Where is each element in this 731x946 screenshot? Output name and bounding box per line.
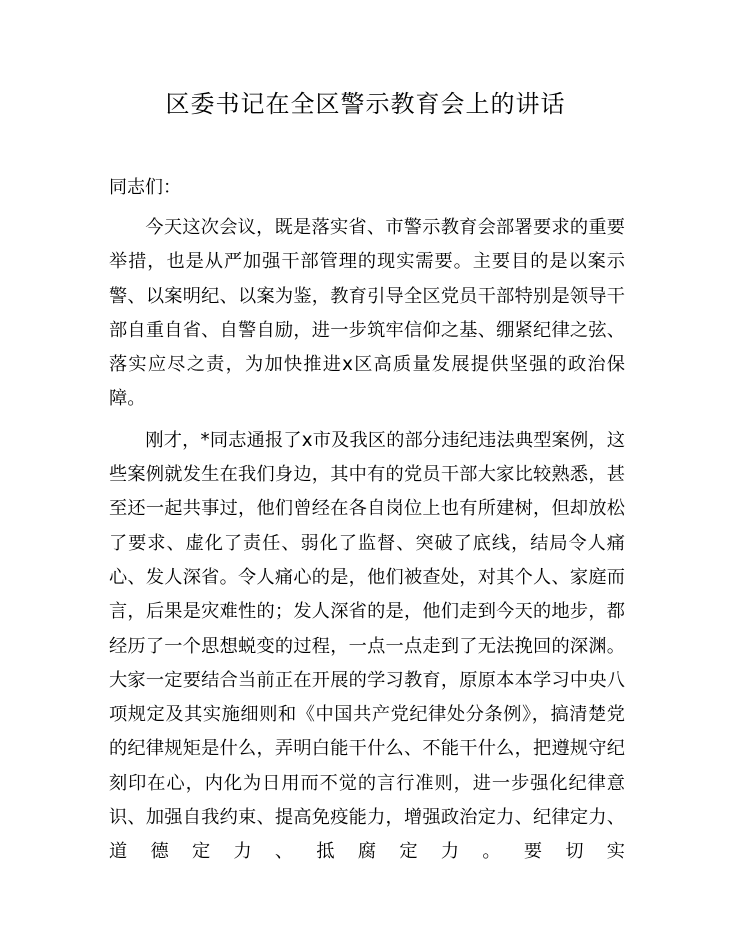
document-body (109, 211, 625, 877)
salutation: 同志们： (109, 177, 181, 198)
paragraph-1-text: 今天这次会议，既是落实省、市警示教育会部署要求的重要举措，也是从严加强干部管理的现实需要。主要目的是以案示警、以案明纪、以案为鉴，教育引导全区党员干部特别是领导干部自重自省、自警自励，进一步筑牢信仰之基、绷紧纪律之弦、落实应尽之责，为加快推进x区高质量发展提供坚强的政治保障。 (109, 217, 625, 410)
paragraph-2 (109, 424, 625, 870)
paragraph-1 (109, 211, 625, 417)
document-title: 区委书记在全区警示教育会上的讲话 (165, 90, 566, 118)
paragraph-2-text: 刚才，*同志通报了x市及我区的部分违纪违法典型案例，这些案例就发生在我们身边，其中有的党员干部大家比较熟悉，甚至还一起共事过，他们曾经在各自岗位上也有所建树，但却放松了要求、虚化了责任、弱化了监督、突破了底线，结局令人痛心、发人深省。令人痛心的是，他们被查处，对其个人、家庭而言，后果是灾难性的；发人深省的是，他们走到今天的地步，都经历了一个思想蜕变的过程，一点一点走到了无法挽回的深渊。大家一定要结合当前正在开展的学习教育，原原本本学习中央八项规定及其实施细则和《中国共产党纪律处分条例》，搞清楚党的纪律规矩是什么，弄明白能干什么、不能干什么，把遵规守纪刻印在心，内化为日用而不觉的言行准则，进一步强化纪律意识、加强自我约束、提高免疫能力，增强政治定力、纪律定力、道德定力、抵腐定力。要切实 (109, 429, 625, 863)
